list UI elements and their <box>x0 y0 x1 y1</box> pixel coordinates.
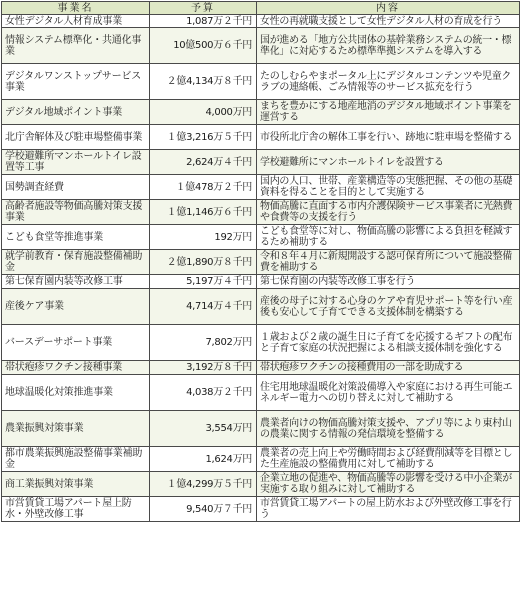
table-row <box>2 150 520 175</box>
table-row <box>2 250 520 275</box>
header-budget: 予算 <box>150 2 257 15</box>
row-budget: 4,000万円 <box>150 100 257 125</box>
table-row <box>2 472 520 497</box>
row-name: デジタルワンストップサービス事業 <box>2 64 150 100</box>
table-row <box>2 289 520 325</box>
table-row <box>2 175 520 200</box>
row-desc: 国内の人口、世帯、産業構造等の実態把握、その他の基礎資料を得ることを目的として実施する <box>257 175 520 200</box>
row-budget: 9,540万７千円 <box>150 497 257 522</box>
row-desc: 市役所北庁舎の解体工事を行い、跡地に駐車場を整備する <box>257 125 520 150</box>
row-name: 国勢調査経費 <box>2 175 150 200</box>
row-budget: 10億500万６千円 <box>150 28 257 64</box>
row-name: 市営賃貸工場アパート屋上防水・外壁改修工事 <box>2 497 150 522</box>
row-desc: 農業者の売上向上や労働時間および経費削減等を目標とした生産施設の整備費用に対して補助する <box>257 447 520 472</box>
row-name: デジタル地域ポイント事業 <box>2 100 150 125</box>
row-desc: 女性の再就職支援として女性デジタル人材の育成を行う <box>257 15 520 28</box>
table-row <box>2 28 520 64</box>
row-budget: 1,087万２千円 <box>150 15 257 28</box>
table-row <box>2 225 520 250</box>
row-desc: 第七保育園の内装等改修工事を行う <box>257 275 520 289</box>
row-budget: 3,554万円 <box>150 411 257 447</box>
row-desc: 農業者向けの物価高騰対策支援や、アプリ等により東村山の農業に関する情報の発信環境を整備する <box>257 411 520 447</box>
row-name: 地球温暖化対策推進事業 <box>2 375 150 411</box>
row-desc: 市営賃貸工場アパートの屋上防水および外壁改修工事を行う <box>257 497 520 522</box>
row-budget: 192万円 <box>150 225 257 250</box>
table-row <box>2 361 520 375</box>
header-row <box>2 2 520 15</box>
table-row <box>2 275 520 289</box>
table-row <box>2 375 520 411</box>
table-row <box>2 325 520 361</box>
row-name: 学校避難所マンホールトイレ設置等工事 <box>2 150 150 175</box>
row-desc: たのしむらやまポータル上にデジタルコンテンツや児童クラブの連絡帳、ごみ情報等のサービス拡充を行う <box>257 64 520 100</box>
row-name: 北庁舎解体及び駐車場整備事業 <box>2 125 150 150</box>
row-budget: １億478万２千円 <box>150 175 257 200</box>
row-budget: ２億1,890万８千円 <box>150 250 257 275</box>
row-desc: こども食堂等に対し、物価高騰の影響による負担を軽減するため補助する <box>257 225 520 250</box>
row-budget: 4,038万２千円 <box>150 375 257 411</box>
row-desc: 学校避難所にマンホールトイレを設置する <box>257 150 520 175</box>
row-desc: 産後の母子に対する心身のケアや育児サポート等を行い産後も安心して子育てできる支援体制を構築する <box>257 289 520 325</box>
row-desc: １歳および２歳の誕生日に子育てを応援するギフトの配布と子育て家庭の状況把握による相談支援体制を強化する <box>257 325 520 361</box>
row-name: バースデーサポート事業 <box>2 325 150 361</box>
row-desc: 物価高騰に直面する市内介護保険サービス事業者に光熱費や食費等の支援を行う <box>257 200 520 225</box>
budget-table <box>1 1 520 522</box>
row-name: こども食堂等推進事業 <box>2 225 150 250</box>
row-name: 女性デジタル人材育成事業 <box>2 15 150 28</box>
row-name: 商工業振興対策事業 <box>2 472 150 497</box>
row-budget: 5,197万４千円 <box>150 275 257 289</box>
table-row <box>2 15 520 28</box>
row-name: 産後ケア事業 <box>2 289 150 325</box>
row-name: 第七保育園内装等改修工事 <box>2 275 150 289</box>
header-desc: 内容 <box>257 2 520 15</box>
row-budget: 7,802万円 <box>150 325 257 361</box>
row-budget: 4,714万４千円 <box>150 289 257 325</box>
row-desc: 住宅用地球温暖化対策設備導入や家庭における再生可能エネルギー電力への切り替えに対して補助する <box>257 375 520 411</box>
row-name: 農業振興対策事業 <box>2 411 150 447</box>
row-budget: １億3,216万５千円 <box>150 125 257 150</box>
table-row <box>2 411 520 447</box>
row-desc: 企業立地の促進や、物価高騰等の影響を受ける中小企業が実施する取り組みに対して補助する <box>257 472 520 497</box>
row-budget: １億4,299万５千円 <box>150 472 257 497</box>
table-row <box>2 64 520 100</box>
row-budget: 1,624万円 <box>150 447 257 472</box>
row-desc: 令和８年４月に新規開設する認可保育所について施設整備費を補助する <box>257 250 520 275</box>
row-desc: 国が進める「地方公共団体の基幹業務システムの統一・標準化」に対応するため標準準拠システムを導入する <box>257 28 520 64</box>
header-name: 事業名 <box>2 2 150 15</box>
table-row <box>2 447 520 472</box>
table-row <box>2 100 520 125</box>
row-budget: 3,192万８千円 <box>150 361 257 375</box>
row-budget: １億1,146万６千円 <box>150 200 257 225</box>
table-row <box>2 497 520 522</box>
row-name: 高齢者施設等物価高騰対策支援事業 <box>2 200 150 225</box>
row-budget: 2,624万４千円 <box>150 150 257 175</box>
row-name: 帯状疱疹ワクチン接種事業 <box>2 361 150 375</box>
table-row <box>2 200 520 225</box>
row-budget: ２億4,134万８千円 <box>150 64 257 100</box>
row-name: 就学前教育・保育施設整備補助金 <box>2 250 150 275</box>
row-name: 都市農業振興施設整備事業補助金 <box>2 447 150 472</box>
row-desc: 帯状疱疹ワクチンの接種費用の一部を助成する <box>257 361 520 375</box>
table-row <box>2 125 520 150</box>
row-desc: まちを豊かにする地産地消のデジタル地域ポイント事業を運営する <box>257 100 520 125</box>
row-name: 情報システム標準化・共通化事業 <box>2 28 150 64</box>
